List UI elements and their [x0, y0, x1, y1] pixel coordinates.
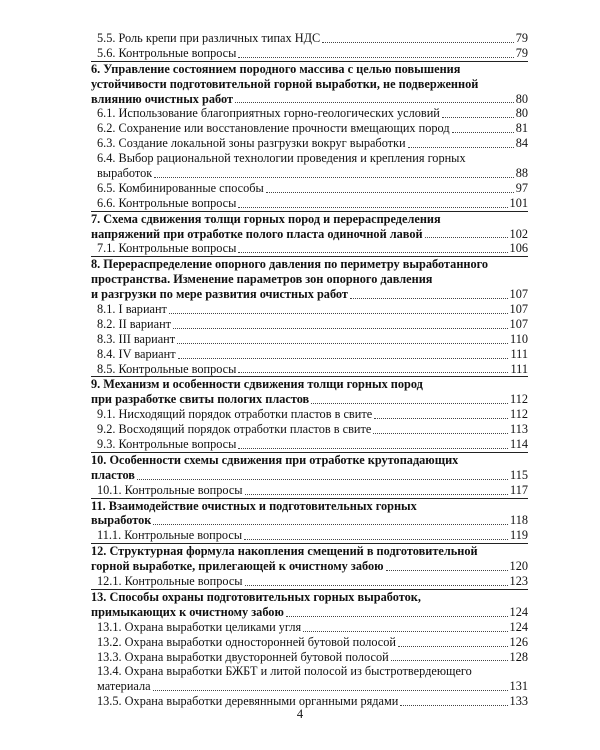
- toc-entry: [91, 635, 528, 650]
- toc-entry-page: 97: [515, 180, 528, 195]
- toc-entry-title: и разгрузки по мере развития очистных работ: [91, 287, 348, 302]
- toc-entry: [91, 272, 528, 287]
- toc-entry: [91, 196, 528, 212]
- dot-leader: [350, 298, 508, 299]
- toc-entry-page: 128: [509, 649, 528, 664]
- toc-entry-page: 111: [510, 346, 528, 361]
- toc-entry-title: примыкающих к очистному забою: [91, 604, 284, 619]
- toc-entry: [91, 620, 528, 635]
- toc-entry: [91, 151, 528, 166]
- toc-entry-title: 8.3. III вариант: [97, 331, 176, 346]
- toc-entry-title: 9.2. Восходящий порядок отработки пластов в свите: [97, 422, 372, 437]
- toc-entry-title: 13.1. Охрана выработки целиками угля: [97, 619, 302, 634]
- toc-entry-title: 7.1. Контрольные вопросы: [97, 241, 237, 256]
- toc-entry: [91, 302, 528, 317]
- toc-entry-page: 124: [509, 619, 528, 634]
- toc-entry: [91, 362, 528, 378]
- dot-leader: [398, 646, 508, 647]
- dot-leader: [374, 418, 508, 419]
- toc-entry: [91, 31, 528, 46]
- toc-entry: [91, 212, 528, 227]
- toc-entry-title: при разработке свиты пологих пластов: [91, 392, 310, 407]
- toc-entry-page: 81: [515, 121, 528, 136]
- toc-entry-title: 6.5. Комбинированные способы: [97, 180, 264, 195]
- toc-entry-title: 8.5. Контрольные вопросы: [97, 361, 237, 376]
- dot-leader: [408, 147, 514, 148]
- toc-entry: [91, 241, 528, 257]
- toc-entry-title: 7. Схема сдвижения толщи горных пород и перераспределения: [91, 211, 441, 226]
- toc-entry-page: 107: [509, 302, 528, 317]
- dot-leader: [391, 660, 508, 661]
- toc-entry: [91, 453, 528, 468]
- toc-entry-title: 13.3. Охрана выработки двусторонней бутовой полосой: [97, 649, 389, 664]
- toc-entry-page: 88: [515, 166, 528, 180]
- toc-entry-title: 6.6. Контрольные вопросы: [97, 195, 237, 210]
- toc-entry-title: 6.1. Использование благоприятных горно-геологических условий: [97, 106, 440, 121]
- toc-entry-page: 112: [510, 392, 528, 407]
- dot-leader: [244, 539, 508, 540]
- toc-entry-page: 113: [510, 422, 528, 437]
- toc-entry-page: 80: [515, 91, 528, 106]
- dot-leader: [311, 403, 508, 404]
- dot-leader: [303, 631, 507, 632]
- dot-leader: [400, 705, 507, 706]
- toc-entry-page: 119: [510, 528, 528, 543]
- dot-leader: [245, 585, 508, 586]
- toc-entry-title: 10.1. Контрольные вопросы: [97, 482, 243, 497]
- dot-leader: [245, 494, 508, 495]
- toc-entry: [91, 77, 528, 92]
- toc-entry-page: 110: [510, 331, 528, 346]
- toc-entry-title: влиянию очистных работ: [91, 91, 234, 106]
- toc-entry-title: 13.2. Охрана выработки односторонней бутовой полосой: [97, 634, 396, 649]
- toc-entry-title: 12.1. Контрольные вопросы: [97, 574, 243, 589]
- dot-leader: [386, 570, 508, 571]
- toc-entry: [91, 92, 528, 107]
- toc-entry-title: 8. Перераспределение опорного давления по периметру выработанного: [91, 257, 489, 272]
- toc-entry: [91, 559, 528, 574]
- toc-entry-page: 118: [510, 513, 528, 528]
- page-number: 4: [296, 707, 304, 721]
- toc-entry-page: 107: [509, 316, 528, 331]
- toc-entry: [91, 499, 528, 514]
- dot-leader: [442, 117, 514, 118]
- toc-entry-page: 115: [510, 467, 528, 482]
- toc-entry-title: 5.5. Роль крепи при различных типах НДС: [97, 30, 321, 45]
- toc-entry-title: 11. Взаимодействие очистных и подготовительных горных: [91, 498, 417, 513]
- dot-leader: [452, 132, 514, 133]
- toc-entry-title: 6.4. Выбор рациональной технологии проведения и крепления горных: [97, 151, 466, 166]
- dot-leader: [238, 207, 507, 208]
- toc-entry-title: 12. Структурная формула накопления смещений в подготовительной: [91, 544, 478, 559]
- toc-entry: [91, 544, 528, 559]
- toc-entry: [91, 437, 528, 453]
- toc-entry: [91, 166, 528, 181]
- toc-entry: [91, 483, 528, 499]
- toc-entry: [91, 287, 528, 302]
- toc-entry: [91, 106, 528, 121]
- toc-entry-page: 102: [509, 226, 528, 241]
- dot-leader: [153, 524, 508, 525]
- toc-entry-page: 112: [510, 407, 528, 422]
- toc-entry-title: выработок: [97, 166, 153, 180]
- toc-entry: [91, 679, 528, 694]
- toc-entry-page: 133: [509, 694, 528, 709]
- toc-entry-page: 120: [509, 559, 528, 574]
- toc-entry-title: горной выработке, прилегающей к очистному забою: [91, 559, 384, 574]
- toc-entry-title: 9.3. Контрольные вопросы: [97, 437, 237, 452]
- dot-leader: [137, 479, 508, 480]
- toc-entry-page: 117: [510, 482, 528, 497]
- toc-entry-title: 6.2. Сохранение или восстановление прочности вмещающих пород: [97, 121, 450, 136]
- dot-leader: [154, 177, 513, 178]
- dot-leader: [238, 448, 508, 449]
- toc-entry-page: 107: [509, 287, 528, 302]
- toc-entry-title: 5.6. Контрольные вопросы: [97, 45, 237, 60]
- toc-entry-page: 126: [509, 634, 528, 649]
- toc-entry: [91, 664, 528, 679]
- toc-entry-page: 106: [509, 241, 528, 256]
- toc-entry-page: 123: [509, 574, 528, 589]
- toc-entry-title: пространства. Изменение параметров зон опорного давления: [91, 272, 433, 287]
- dot-leader: [266, 192, 514, 193]
- toc-entry-title: 8.2. II вариант: [97, 316, 172, 331]
- toc-entry-title: 9. Механизм и особенности сдвижения толщи горных пород: [91, 377, 423, 392]
- toc-entry: [91, 317, 528, 332]
- toc-entry-page: 79: [515, 30, 528, 45]
- toc-entry: [91, 650, 528, 665]
- toc-entry-title: 13.4. Охрана выработки БЖБТ и литой полосой из быстротвердеющего: [97, 664, 472, 679]
- dot-leader: [286, 616, 508, 617]
- toc-entry-page: 131: [509, 679, 528, 694]
- toc-entry: [91, 377, 528, 392]
- dot-leader: [322, 42, 514, 43]
- dot-leader: [238, 372, 508, 373]
- toc-entry-page: 114: [510, 437, 528, 452]
- toc-entry: [91, 181, 528, 196]
- dot-leader: [238, 252, 507, 253]
- toc-entry: [91, 528, 528, 544]
- toc-entry: [91, 136, 528, 151]
- toc-entry: [91, 121, 528, 136]
- toc-entry: [91, 605, 528, 620]
- toc-entry-title: 11.1. Контрольные вопросы: [97, 528, 243, 543]
- toc-entry-title: 10. Особенности схемы сдвижения при отработке крутопадающих: [91, 452, 459, 467]
- toc-entry: [91, 514, 528, 529]
- toc-entry-title: 13. Способы охраны подготовительных горных выработок,: [91, 589, 421, 604]
- dot-leader: [238, 57, 513, 58]
- toc-entry: [91, 332, 528, 347]
- toc-entry-page: 79: [515, 45, 528, 60]
- dot-leader: [373, 433, 508, 434]
- dot-leader: [235, 102, 514, 103]
- toc-entry-title: 13.5. Охрана выработки деревянными органными рядами: [97, 694, 399, 709]
- toc-entry: [91, 62, 528, 77]
- toc-entry-page: 84: [515, 136, 528, 151]
- toc-entry-title: выработок: [91, 513, 152, 528]
- toc-entry-title: материала: [97, 679, 151, 694]
- dot-leader: [169, 313, 508, 314]
- toc-entry-title: 9.1. Нисходящий порядок отработки пластов в свите: [97, 407, 373, 422]
- dot-leader: [178, 358, 509, 359]
- toc-entry-page: 80: [515, 106, 528, 121]
- toc-entry: [91, 46, 528, 62]
- table-of-contents: [91, 31, 528, 709]
- toc-entry: [91, 422, 528, 437]
- toc-entry-page: 124: [509, 604, 528, 619]
- toc-entry-title: пластов: [91, 467, 135, 482]
- toc-entry: [91, 392, 528, 407]
- dot-leader: [425, 237, 508, 238]
- toc-entry: [91, 468, 528, 483]
- toc-entry-title: 6.3. Создание локальной зоны разгрузки вокруг выработки: [97, 136, 406, 151]
- toc-entry-title: 8.4. IV вариант: [97, 346, 176, 361]
- toc-entry-page: 111: [510, 361, 528, 376]
- dot-leader: [177, 343, 508, 344]
- toc-entry: [91, 347, 528, 362]
- toc-entry: [91, 257, 528, 272]
- toc-entry-title: 6. Управление состоянием породного массива с целью повышения: [91, 61, 461, 76]
- toc-entry-title: 8.1. I вариант: [97, 302, 167, 317]
- toc-entry: [91, 227, 528, 242]
- dot-leader: [173, 328, 508, 329]
- toc-entry: [91, 574, 528, 590]
- toc-entry: [91, 590, 528, 605]
- toc-entry: [91, 407, 528, 422]
- toc-entry-title: напряжений при отработке полого пласта одиночной лавой: [91, 226, 423, 241]
- dot-leader: [153, 690, 508, 691]
- toc-entry-title: устойчивости подготовительной горной выработки, не подверженной: [91, 76, 479, 91]
- toc-entry-page: 101: [509, 195, 528, 210]
